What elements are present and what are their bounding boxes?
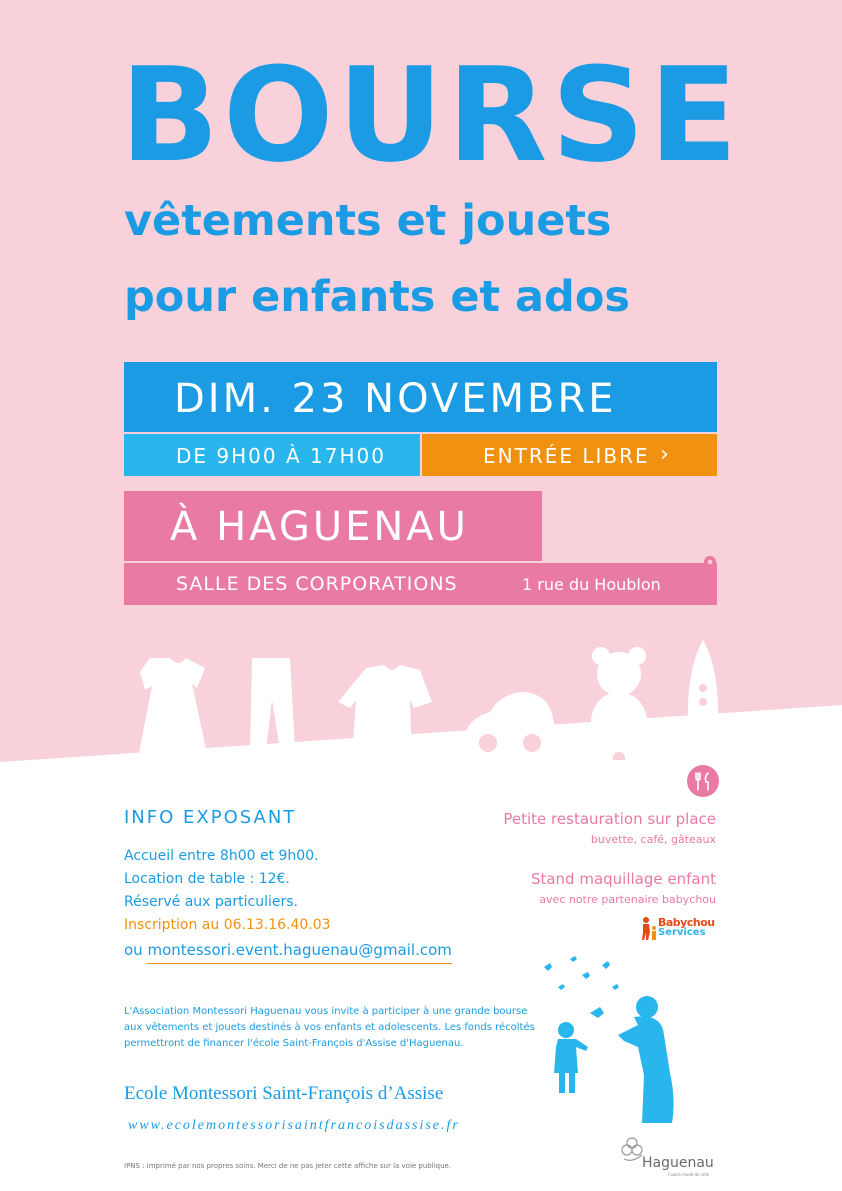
trousers-silhouette [250,658,295,750]
bird-icon [558,984,565,990]
location-pin-icon [703,555,717,575]
car-silhouette [466,692,555,755]
cutlery-icon [687,765,719,797]
exhibitor-private-only: Réservé aux particuliers. [124,894,298,910]
saint-francis-figure [618,996,674,1123]
school-name: Ecole Montessori Saint-François d’Assise [124,1083,444,1104]
bird-icon [582,972,590,979]
makeup-detail: avec notre partenaire babychou [539,893,716,906]
ipns-notice: IPNS : imprimé par nos propres soins. Merci de ne pas jeter cette affiche sur la voie publique. [124,1162,452,1170]
event-city: À HAGUENAU [170,504,469,550]
entry-label: ENTRÉE LIBRE [483,444,650,468]
haguenau-logo-text: Haguenau [642,1155,714,1171]
event-date: DIM. 23 NOVEMBRE [174,376,617,422]
babychou-figure-icon [640,916,658,940]
food-detail: buvette, café, gâteaux [590,833,716,846]
school-website-link[interactable]: www.ecolemontessorisaintfrancoisdassise.fr [128,1118,460,1133]
food-title: Petite restauration sur place [503,810,716,828]
makeup-title: Stand maquillage enfant [530,870,716,888]
tshirt-silhouette [338,665,432,758]
exhibitor-email-line [124,941,452,959]
haguenau-city-logo [620,1135,714,1177]
exhibitor-email[interactable]: montessori.event.haguenau@gmail.com [147,941,451,964]
event-venue: SALLE DES CORPORATIONS [176,573,458,595]
bird-icon [570,956,577,962]
child-figure [554,1022,588,1093]
teddy-bear-silhouette [591,647,647,752]
babychou-logo [640,916,715,944]
venue-banner [124,563,717,605]
association-paragraph: L'Association Montessori Haguenau vous invite à participer à une grande bourse aux vêtements et jouets destinés à vos enfants et adolescents. Les fonds récoltés permettront de financer l'école Saint-François d'Assise d'Haguenau. [124,1006,535,1049]
exhibitor-table-price: Location de table : 12€. [124,871,290,887]
saint-francis-illustration [530,955,700,1130]
hours-banner [124,434,420,476]
entry-banner [422,434,717,476]
email-prefix: ou [124,941,148,959]
event-address: 1 rue du Houblon [522,575,661,594]
babychou-sub: Services [658,927,706,938]
dress-silhouette [138,658,208,758]
city-banner [124,491,542,561]
bird-icon [544,963,552,971]
haguenau-logo-tagline: l'autre mode de ville [668,1172,710,1177]
subtitle-line-1: vêtements et jouets [124,196,612,246]
bird-icon [602,961,610,969]
chevron-right-icon: › [660,442,669,467]
date-banner [124,362,717,432]
exhibitor-arrival: Accueil entre 8h00 et 9h00. [124,848,319,864]
exhibitor-info-title: INFO EXPOSANT [124,807,297,828]
babychou-name: Babychou [658,916,715,929]
event-hours: DE 9H00 À 17H00 [176,444,386,468]
toys-clothes-silhouettes [0,640,842,760]
exhibitor-phone[interactable]: Inscription au 06.13.16.40.03 [124,917,331,933]
subtitle-line-2: pour enfants et ados [124,272,630,322]
page-title: BOURSE [120,39,742,191]
bird-icon [590,1007,604,1018]
bird-icon [612,984,619,990]
haguenau-flower-icon [620,1135,644,1163]
